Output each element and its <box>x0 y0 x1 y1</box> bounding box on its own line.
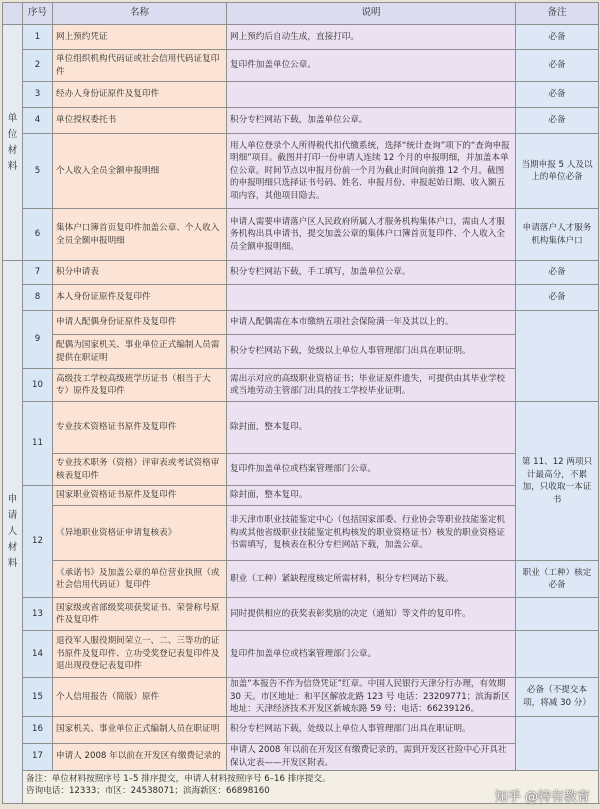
category-applicant: 申请人材料 <box>3 261 23 804</box>
table-row <box>3 50 599 82</box>
header-name: 名称 <box>53 3 227 25</box>
row-name: 国家级或省部级奖项获奖证书、荣誉称号原件及复印件 <box>53 598 227 631</box>
table-row <box>3 486 599 506</box>
watermark: 知乎 @特有教育 <box>494 790 590 805</box>
row-no: 13 <box>23 598 53 631</box>
row-note: 必备 <box>516 261 599 285</box>
table-row <box>3 631 599 678</box>
row-name: 网上预约凭证 <box>53 25 227 50</box>
row-no: 4 <box>23 108 53 134</box>
row-no: 7 <box>23 261 53 285</box>
row-no: 11 <box>23 402 53 486</box>
row-desc: 网上预约后自动生成，直接打印。 <box>227 25 516 50</box>
row-note: 必备 <box>516 82 599 108</box>
row-no: 16 <box>23 716 53 743</box>
row-note: 第 11、12 两项只计最高分，不累加，只收取一本证书 <box>516 402 599 561</box>
row-note: 当期申报 5 人及以上的单位必备 <box>516 134 599 209</box>
table-row <box>3 261 599 285</box>
row-desc: 需出示对应的高级职业资格证书；毕业证原件遗失，可提供由其毕业学校或当地劳动主管部门出具的技工学校毕业证明。 <box>227 369 516 402</box>
row-no: 10 <box>23 369 53 402</box>
row-desc: 除封面，整本复印。 <box>227 402 516 454</box>
table-row <box>3 561 599 598</box>
row-no: 2 <box>23 50 53 82</box>
row-desc: 申请人配偶需在本市缴纳五项社会保险满一年及其以上的。 <box>227 311 516 335</box>
header-desc: 说明 <box>227 3 516 25</box>
table-row <box>3 678 599 717</box>
row-name: 申请人配偶身份证原件及复印件 <box>53 311 227 335</box>
row-desc: 复印件加盖单位公章。 <box>227 50 516 82</box>
table-row <box>3 454 599 486</box>
row-note: 职业（工种）核定必备 <box>516 561 599 598</box>
table-row <box>3 506 599 561</box>
category-unit: 单位材料 <box>3 25 23 261</box>
row-desc: 申请人 2008 年以前在开发区有缴费记录的，需到开发区社险中心开具社保认定表——开发区附表。 <box>227 743 516 770</box>
row-no: 1 <box>23 25 53 50</box>
row-desc: 职业（工种）紧缺程度核定所需材料，积分专栏网站下载。 <box>227 561 516 598</box>
table-row <box>3 134 599 209</box>
table-row <box>3 598 599 631</box>
table-row <box>3 311 599 335</box>
row-name: 积分申请表 <box>53 261 227 285</box>
row-desc: 积分专栏网站下载，加盖单位公章。 <box>227 108 516 134</box>
row-desc: 积分专栏网站下载，手工填写，加盖单位公章。 <box>227 261 516 285</box>
row-name: 集体户口簿首页复印件加盖公章、个人收入全员全额申报明细 <box>53 209 227 261</box>
row-desc <box>227 82 516 108</box>
row-desc <box>227 285 516 311</box>
header-row <box>3 3 599 25</box>
row-no: 17 <box>23 743 53 770</box>
row-note <box>516 631 599 678</box>
row-name: 高级技工学校高级班学历证书（相当于大专）原件及复印件 <box>53 369 227 402</box>
row-desc: 积分专栏网站下载，处级以上单位人事管理部门出具在职证明。 <box>227 716 516 743</box>
row-name: 专业技术职务（资格）评审表或考试资格审核表复印件 <box>53 454 227 486</box>
table-row <box>3 369 599 402</box>
table-row <box>3 716 599 743</box>
row-note: 必备 <box>516 285 599 311</box>
footer-line-2: 咨询电话：12333；市区：24538071；滨海新区：66898160 <box>26 786 270 796</box>
row-no: 9 <box>23 311 53 369</box>
row-name: 个人信用报告（简版）原件 <box>53 678 227 717</box>
row-no: 12 <box>23 486 53 598</box>
row-desc: 积分专栏网站下载，处级以上单位人事管理部门出具在职证明。 <box>227 335 516 369</box>
header-category <box>3 3 23 25</box>
row-note: 必备（不提交本项，将减 30 分） <box>516 678 599 717</box>
table-row <box>3 743 599 770</box>
row-name: 单位组织机构代码证或社会信用代码证复印件 <box>53 50 227 82</box>
row-desc: 加盖“本报告不作为信贷凭证”红章。中国人民银行天津分行办理，有效期 30 天。市区地址：和平区解放北路 123 号 电话：23209771；滨海新区地址：天津经济技术开发区新城东路 59 号；电话：66239126。 <box>227 678 516 717</box>
row-desc: 申请人需要申请落户区人民政府所属人才服务机构集体户口，需由人才服务机构出具申请书，提交加盖公章的集体户口簿首页复印件、个人收入全员全额申报明细。 <box>227 209 516 261</box>
row-name: 申请人 2008 年以前在开发区有缴费记录的 <box>53 743 227 770</box>
materials-table <box>2 2 599 804</box>
row-note <box>516 598 599 631</box>
row-name: 国家职业资格证书原件及复印件 <box>53 486 227 506</box>
row-note: 必备 <box>516 25 599 50</box>
row-name: 经办人身份证原件及复印件 <box>53 82 227 108</box>
row-name: 配偶为国家机关、事业单位正式编制人员需提供在职证明 <box>53 335 227 369</box>
footer-line-1: 备注：单位材料按照序号 1–5 排序提交，申请人材料按照序号 6–16 排序提交。 <box>26 773 331 784</box>
row-desc: 非天津市职业技能鉴定中心（包括国家部委、行业协会等职业技能鉴定机构或其他省级职业技能鉴定机构核发的职业资格证书）核发的职业资格证书需填写，复核表在积分专栏网站下载，加盖公章。 <box>227 506 516 561</box>
table-row <box>3 402 599 454</box>
row-note <box>516 716 599 770</box>
row-desc: 用人单位登录个人所得税代扣代缴系统，选择“统计查询”项下的“查询申报明细”项目。截图并打印一份申请人连续 12 个月的申报明细，并加盖本单位公章。时间节点以申报月份前一个月为截止时间向前推 12 个月。截图的申报明细只选择证书号码、姓名、申报月份、申报起始日期、收入额五项内容，其他项目隐去。 <box>227 134 516 209</box>
header-note: 备注 <box>516 3 599 25</box>
row-note: 必备 <box>516 50 599 82</box>
row-no: 14 <box>23 631 53 678</box>
row-name: 退役军人服役期间荣立一、二、三等功的证书原件及复印件、立功受奖登记表复印件及退出现役登记表复印件 <box>53 631 227 678</box>
table-row <box>3 25 599 50</box>
row-no: 15 <box>23 678 53 717</box>
row-note: 必备 <box>516 108 599 134</box>
table-row <box>3 335 599 369</box>
row-name: 国家机关、事业单位正式编制人员在职证明 <box>53 716 227 743</box>
row-name: 专业技术资格证书原件及复印件 <box>53 402 227 454</box>
row-no: 6 <box>23 209 53 261</box>
table-row <box>3 285 599 311</box>
row-name: 个人收入全员全额申报明细 <box>53 134 227 209</box>
row-no: 3 <box>23 82 53 108</box>
row-name: 《承诺书》及加盖公章的单位营业执照（或社会信用代码证）复印件 <box>53 561 227 598</box>
row-no: 8 <box>23 285 53 311</box>
table-row <box>3 108 599 134</box>
row-note <box>516 311 599 402</box>
row-desc: 复印件加盖单位或档案管理部门公章。 <box>227 631 516 678</box>
row-name: 《异地职业资格证申请复核表》 <box>53 506 227 561</box>
header-no: 序号 <box>23 3 53 25</box>
row-note: 申请落户人才服务机构集体户口 <box>516 209 599 261</box>
table-row <box>3 209 599 261</box>
row-desc: 复印件加盖单位或档案管理部门公章。 <box>227 454 516 486</box>
row-no: 5 <box>23 134 53 209</box>
row-desc: 同时提供相应的获奖表彰奖励的决定（通知）等文件的复印件。 <box>227 598 516 631</box>
row-desc: 除封面，整本复印。 <box>227 486 516 506</box>
table-row <box>3 82 599 108</box>
row-name: 单位授权委托书 <box>53 108 227 134</box>
row-name: 本人身份证原件及复印件 <box>53 285 227 311</box>
